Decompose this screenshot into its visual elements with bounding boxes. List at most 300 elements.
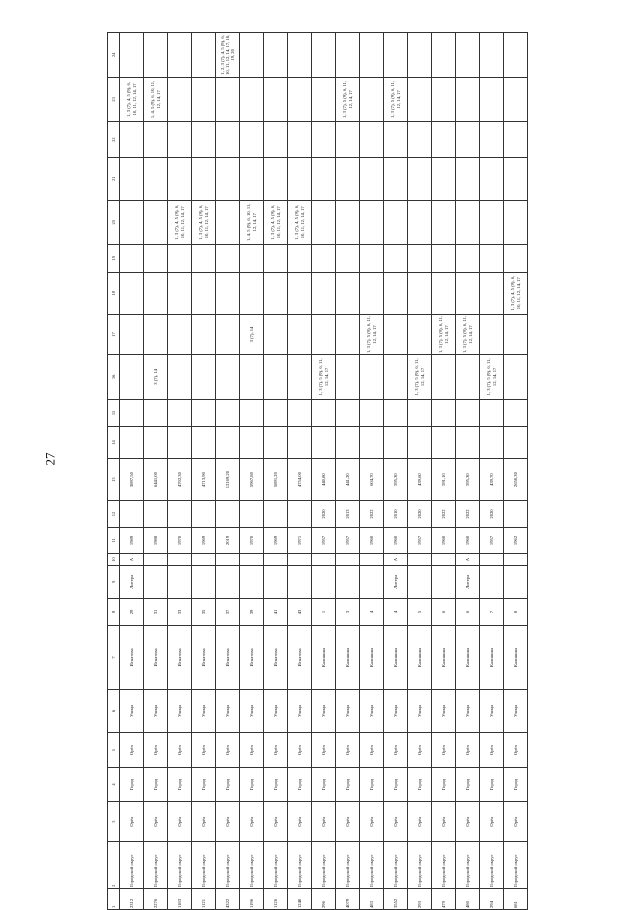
table-cell — [216, 122, 240, 158]
table-cell: Город — [168, 768, 192, 802]
table-cell: Город — [384, 768, 408, 802]
column-number-cell: 14 — [108, 427, 120, 459]
table-cell — [240, 245, 264, 273]
column-number-cell: 12 — [108, 501, 120, 527]
table-cell: Город — [240, 768, 264, 802]
table-cell — [456, 77, 480, 121]
table-cell: 2022 — [360, 501, 384, 527]
table-cell — [384, 245, 408, 273]
table-cell — [456, 122, 480, 158]
table-cell: 1970 — [168, 527, 192, 553]
table-cell: 8 — [504, 598, 528, 626]
table-cell — [432, 565, 456, 598]
table-cell: 1, 3 (7), 5 (9), 6, 11, 12, 14, 17 — [456, 314, 480, 354]
table-cell — [312, 200, 336, 244]
table-cell — [120, 33, 144, 78]
table-cell — [312, 77, 336, 121]
table-cell: Улица — [168, 689, 192, 732]
table-cell — [360, 565, 384, 598]
table-cell — [456, 33, 480, 78]
table-cell — [408, 565, 432, 598]
table-cell — [120, 122, 144, 158]
table-cell — [264, 565, 288, 598]
table-cell — [504, 245, 528, 273]
table-cell: 1988 — [144, 527, 168, 553]
table-cell — [192, 33, 216, 78]
table-cell — [120, 200, 144, 244]
column-number-cell: 24 — [108, 33, 120, 78]
column-number-row — [108, 33, 120, 910]
table-cell: 1960 — [360, 527, 384, 553]
table-cell — [144, 200, 168, 244]
table-cell — [288, 33, 312, 78]
table-cell: Орёл — [192, 733, 216, 768]
table-cell: Калинина — [384, 626, 408, 690]
table-cell: Калинина — [456, 626, 480, 690]
table-cell: Орёл — [384, 733, 408, 768]
table-cell: Орёл — [240, 733, 264, 768]
table-cell — [240, 501, 264, 527]
table-cell: Игнатова — [240, 626, 264, 690]
table-cell — [384, 200, 408, 244]
table-cell — [168, 122, 192, 158]
table-cell — [336, 122, 360, 158]
table-cell: 1, 3 (7), 5 (9), 6, 11, 12, 14, 17 — [432, 314, 456, 354]
table-cell — [192, 427, 216, 459]
table-cell: 1, 3 (7), 5 (9), 6, 11, 12, 14, 17 — [384, 77, 408, 121]
table-cell: Городской округ — [192, 842, 216, 889]
housing-register-table-frame — [107, 32, 534, 910]
table-cell: Городской округ — [264, 842, 288, 889]
table-cell: 1, 3 (7), 5 (9), 6, 11, 12, 14, 17 — [408, 355, 432, 399]
table-cell: 2650,30 — [504, 458, 528, 500]
table-cell: 1, 3 (7), 4, 5 (9), 6, 10, 11, 12, 14, 17 — [120, 77, 144, 121]
table-cell — [288, 314, 312, 354]
table-cell — [432, 427, 456, 459]
table-cell: Улица — [336, 689, 360, 732]
table-cell — [144, 427, 168, 459]
table-cell: 3 (7), 14 — [240, 314, 264, 354]
table-cell — [312, 158, 336, 200]
table-cell — [168, 565, 192, 598]
table-cell — [120, 399, 144, 427]
table-cell: Город — [408, 768, 432, 802]
table-cell — [360, 158, 384, 200]
table-row — [384, 33, 408, 910]
table-cell: Калинина — [480, 626, 504, 690]
table-cell — [408, 314, 432, 354]
table-cell: 439,60 — [408, 458, 432, 500]
column-number-cell: 10 — [108, 554, 120, 566]
table-cell: Орёл — [120, 802, 144, 842]
table-cell — [456, 427, 480, 459]
table-cell: Улица — [432, 689, 456, 732]
table-cell: Город — [120, 768, 144, 802]
table-cell: А — [120, 554, 144, 566]
table-cell: 5891,20 — [264, 458, 288, 500]
table-cell — [264, 245, 288, 273]
table-cell: Орёл — [144, 733, 168, 768]
table-cell — [288, 245, 312, 273]
table-cell: 2020 — [408, 501, 432, 527]
table-row — [360, 33, 384, 910]
column-number-cell: 18 — [108, 272, 120, 314]
table-cell — [336, 33, 360, 78]
table-cell: Улица — [456, 689, 480, 732]
table-cell: Литера — [456, 565, 480, 598]
table-cell: 1196 — [240, 888, 264, 909]
table-row — [504, 33, 528, 910]
table-cell — [264, 158, 288, 200]
table-cell: 6 — [456, 598, 480, 626]
table-cell: Орёл — [264, 733, 288, 768]
table-cell: 4322 — [216, 888, 240, 909]
table-cell: 2013 — [336, 501, 360, 527]
table-cell: 604,70 — [360, 458, 384, 500]
table-cell — [216, 427, 240, 459]
table-cell — [264, 122, 288, 158]
table-cell: Орёл — [480, 802, 504, 842]
table-cell — [144, 565, 168, 598]
column-number-cell: 3 — [108, 802, 120, 842]
table-cell — [240, 77, 264, 121]
table-cell: 1, 3 (7), 4, 5 (9), 6, 10, 11, 12, 14, 17 — [264, 200, 288, 244]
table-cell — [360, 355, 384, 399]
table-cell: Городской округ — [288, 842, 312, 889]
table-cell — [432, 158, 456, 200]
table-cell — [504, 77, 528, 121]
table-cell: 2020 — [480, 501, 504, 527]
table-cell: 1989 — [120, 527, 144, 553]
table-cell: Городской округ — [312, 842, 336, 889]
table-cell — [144, 158, 168, 200]
table-row — [168, 33, 192, 910]
table-cell: 4079 — [336, 888, 360, 909]
table-cell — [456, 200, 480, 244]
table-cell: 1183 — [168, 888, 192, 909]
table-cell — [312, 272, 336, 314]
table-cell — [240, 122, 264, 158]
table-cell — [360, 33, 384, 78]
table-cell: Орёл — [168, 733, 192, 768]
table-cell: 1962 — [504, 527, 528, 553]
table-cell — [336, 355, 360, 399]
table-cell: Литера — [384, 565, 408, 598]
table-cell: Улица — [288, 689, 312, 732]
table-cell: 1, 3 (7), 5 (9), 6, 11, 12, 14, 17 — [480, 355, 504, 399]
table-cell — [432, 554, 456, 566]
table-cell — [384, 272, 408, 314]
table-cell: 4754,00 — [288, 458, 312, 500]
table-cell: Орёл — [360, 802, 384, 842]
table-cell: 41 — [264, 598, 288, 626]
table-cell: 1957 — [408, 527, 432, 553]
table-cell — [504, 122, 528, 158]
table-cell — [336, 554, 360, 566]
table-cell: Улица — [240, 689, 264, 732]
table-cell — [432, 122, 456, 158]
table-cell — [336, 272, 360, 314]
table-cell: А — [456, 554, 480, 566]
table-cell: Орёл — [456, 733, 480, 768]
table-cell — [144, 501, 168, 527]
table-cell — [288, 355, 312, 399]
table-cell — [120, 158, 144, 200]
table-cell: Улица — [120, 689, 144, 732]
table-cell: 4713,90 — [192, 458, 216, 500]
table-cell — [384, 399, 408, 427]
table-cell: Орёл — [216, 802, 240, 842]
table-cell — [168, 355, 192, 399]
table-cell — [456, 245, 480, 273]
table-cell: Орёл — [504, 802, 528, 842]
table-cell: Орёл — [456, 802, 480, 842]
table-cell: 43 — [288, 598, 312, 626]
table-cell: 1969 — [192, 527, 216, 553]
table-cell — [480, 245, 504, 273]
table-cell: Городской округ — [360, 842, 384, 889]
table-cell — [192, 77, 216, 121]
table-cell: 4702,30 — [168, 458, 192, 500]
table-cell — [312, 314, 336, 354]
table-cell: Город — [504, 768, 528, 802]
table-cell — [240, 427, 264, 459]
table-cell — [336, 314, 360, 354]
table-cell — [360, 77, 384, 121]
table-row — [480, 33, 504, 910]
column-number-cell: 5 — [108, 733, 120, 768]
table-cell: 1969 — [264, 527, 288, 553]
table-cell: Орёл — [144, 802, 168, 842]
table-cell — [120, 272, 144, 314]
table-cell: Город — [480, 768, 504, 802]
table-cell: Литера — [120, 565, 144, 598]
table-cell — [264, 554, 288, 566]
table-cell: 1240 — [288, 888, 312, 909]
table-cell — [384, 355, 408, 399]
table-cell — [360, 122, 384, 158]
table-cell — [336, 427, 360, 459]
table-cell — [264, 314, 288, 354]
table-cell — [456, 158, 480, 200]
table-cell — [480, 399, 504, 427]
table-cell: 5967,80 — [240, 458, 264, 500]
table-cell — [336, 565, 360, 598]
table-cell: Улица — [312, 689, 336, 732]
table-cell: Город — [288, 768, 312, 802]
table-cell — [336, 158, 360, 200]
table-cell: Городской округ — [240, 842, 264, 889]
table-cell — [264, 272, 288, 314]
table-cell: Городской округ — [384, 842, 408, 889]
table-cell — [192, 272, 216, 314]
table-cell: 1, 4, 5 (9), 6, 10, 11, 12, 14, 17 — [240, 200, 264, 244]
table-cell: Игнатова — [216, 626, 240, 690]
table-cell: Городской округ — [456, 842, 480, 889]
table-cell — [408, 554, 432, 566]
table-cell — [360, 427, 384, 459]
table-cell — [312, 245, 336, 273]
table-cell: Город — [336, 768, 360, 802]
table-cell: 1960 — [432, 527, 456, 553]
table-cell — [216, 355, 240, 399]
table-cell — [216, 501, 240, 527]
table-cell — [360, 200, 384, 244]
table-cell: Орёл — [288, 802, 312, 842]
table-cell — [360, 245, 384, 273]
table-cell — [240, 565, 264, 598]
table-cell: Городской округ — [168, 842, 192, 889]
table-cell: Орёл — [312, 802, 336, 842]
table-cell: 1, 3 (7), 4, 5 (9), 6, 10, 11, 12, 14, 17 — [288, 200, 312, 244]
table-cell: 2312 — [120, 888, 144, 909]
table-cell — [168, 314, 192, 354]
table-cell: Орёл — [216, 733, 240, 768]
table-cell: 37 — [216, 598, 240, 626]
table-cell — [288, 77, 312, 121]
table-cell — [432, 200, 456, 244]
table-cell: Игнатова — [120, 626, 144, 690]
table-cell — [432, 77, 456, 121]
table-cell — [144, 554, 168, 566]
table-cell: 5 — [408, 598, 432, 626]
table-cell — [288, 158, 312, 200]
table-cell — [216, 200, 240, 244]
table-cell: 1, 4, 5 (9), 6, 10, 11, 12, 14, 17 — [144, 77, 168, 121]
table-cell — [504, 565, 528, 598]
table-cell — [240, 158, 264, 200]
table-cell — [312, 427, 336, 459]
table-cell — [480, 158, 504, 200]
table-cell — [216, 554, 240, 566]
table-cell — [288, 501, 312, 527]
table-cell: 1971 — [288, 527, 312, 553]
table-cell: 2276 — [144, 888, 168, 909]
table-cell — [192, 245, 216, 273]
table-cell — [312, 33, 336, 78]
column-number-cell: 11 — [108, 527, 120, 553]
table-cell — [504, 33, 528, 78]
table-cell: Городской округ — [336, 842, 360, 889]
table-cell — [216, 77, 240, 121]
table-cell — [264, 355, 288, 399]
table-cell: 1, 3 (7), 4, 5 (9), 6, 10, 11, 12, 14, 17 — [504, 272, 528, 314]
column-number-cell: 20 — [108, 200, 120, 244]
table-row — [216, 33, 240, 910]
table-cell — [216, 565, 240, 598]
table-cell: Орёл — [432, 802, 456, 842]
table-cell: Город — [192, 768, 216, 802]
table-cell: Улица — [360, 689, 384, 732]
table-cell — [120, 314, 144, 354]
table-cell: Орёл — [360, 733, 384, 768]
table-cell — [408, 245, 432, 273]
table-cell — [120, 501, 144, 527]
table-cell — [288, 122, 312, 158]
table-cell: 296 — [312, 888, 336, 909]
table-cell: Улица — [144, 689, 168, 732]
table-cell: 2022 — [456, 501, 480, 527]
table-cell — [336, 399, 360, 427]
table-cell: Улица — [192, 689, 216, 732]
table-cell — [288, 565, 312, 598]
column-number-cell: 16 — [108, 355, 120, 399]
table-cell — [216, 158, 240, 200]
table-cell — [240, 33, 264, 78]
table-cell: Орёл — [408, 802, 432, 842]
table-cell — [360, 554, 384, 566]
table-cell: 4 — [360, 598, 384, 626]
table-cell — [264, 501, 288, 527]
table-cell: Улица — [504, 689, 528, 732]
table-cell: 591,10 — [432, 458, 456, 500]
table-cell — [504, 200, 528, 244]
table-cell — [432, 399, 456, 427]
table-cell: 3 (7), 14 — [144, 355, 168, 399]
column-number-cell: 9 — [108, 565, 120, 598]
table-cell — [312, 122, 336, 158]
table-cell: Калинина — [408, 626, 432, 690]
table-cell — [144, 245, 168, 273]
table-cell: 35 — [192, 598, 216, 626]
table-cell — [144, 33, 168, 78]
table-cell: 1, 3 (7), 4, 5 (9), 6, 10, 11, 12, 14, 17 — [192, 200, 216, 244]
table-cell — [168, 554, 192, 566]
table-cell — [168, 501, 192, 527]
column-number-cell: 8 — [108, 598, 120, 626]
column-number-cell: 1 — [108, 888, 120, 909]
table-row — [432, 33, 456, 910]
table-cell — [384, 314, 408, 354]
table-cell: 33 — [168, 598, 192, 626]
table-cell — [288, 399, 312, 427]
table-cell: 1, 3 (7), 5 (9), 6, 11, 12, 14, 17 — [360, 314, 384, 354]
table-cell: 3897,50 — [120, 458, 144, 500]
table-cell: Игнатова — [192, 626, 216, 690]
column-number-cell: 17 — [108, 314, 120, 354]
table-cell — [144, 272, 168, 314]
table-cell — [504, 501, 528, 527]
table-cell: Орёл — [312, 733, 336, 768]
table-cell: 440,80 — [312, 458, 336, 500]
table-cell: Улица — [480, 689, 504, 732]
table-body — [108, 33, 528, 910]
table-cell: Калинина — [312, 626, 336, 690]
table-cell — [216, 314, 240, 354]
column-number-cell: 4 — [108, 768, 120, 802]
table-cell — [168, 158, 192, 200]
table-cell — [192, 158, 216, 200]
table-cell — [336, 245, 360, 273]
table-cell: 1960 — [456, 527, 480, 553]
table-cell — [456, 399, 480, 427]
table-cell — [408, 200, 432, 244]
table-cell — [168, 77, 192, 121]
table-cell — [408, 122, 432, 158]
table-cell — [216, 399, 240, 427]
table-cell — [192, 122, 216, 158]
table-cell: Городской округ — [480, 842, 504, 889]
table-cell: 31 — [144, 598, 168, 626]
table-cell: 681 — [504, 888, 528, 909]
table-cell — [192, 314, 216, 354]
table-cell — [288, 272, 312, 314]
table-cell — [264, 427, 288, 459]
table-cell: Город — [216, 768, 240, 802]
table-cell: Городской округ — [216, 842, 240, 889]
table-cell — [240, 272, 264, 314]
table-cell: Орёл — [336, 802, 360, 842]
